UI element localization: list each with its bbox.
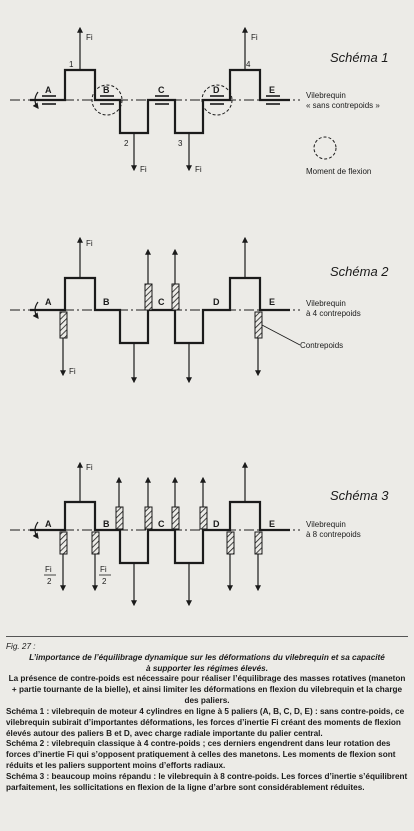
schema-2 — [10, 238, 389, 382]
svg-text:Fi: Fi — [45, 565, 52, 574]
bending-moment-legend-icon — [314, 137, 336, 159]
counterweight-label: Contrepoids — [300, 341, 344, 350]
crankshaft-schema1 — [30, 70, 290, 133]
force-label: Fi — [195, 165, 202, 174]
figure-title-line2: à supporter les régimes élevés. — [146, 663, 268, 673]
bearing-label-d: D — [213, 519, 220, 529]
schema-2-title: Schéma 2 — [330, 264, 389, 279]
schema-3-label-line1: Vilebrequin — [306, 520, 346, 529]
force-label: Fi — [86, 239, 93, 248]
figure-title-line1: L’importance de l’équilibrage dynamique sur les déformations du vilebrequin et sa capacité — [29, 652, 385, 662]
half-force-label-right — [99, 565, 111, 586]
force-label: Fi — [140, 165, 147, 174]
force-label: Fi — [86, 463, 93, 472]
figure-caption — [6, 642, 408, 794]
crankshaft-schema3 — [30, 502, 290, 563]
bearing-label-d: D — [213, 297, 220, 307]
schema-2-label-line2: à 4 contrepoids — [306, 309, 361, 318]
caption-divider — [6, 636, 408, 637]
force-label: Fi — [86, 33, 93, 42]
schema-3 — [10, 463, 389, 605]
bearing-label-b: B — [103, 297, 110, 307]
bearing-label-e: E — [269, 519, 276, 529]
schema-3-label-line2: à 8 contrepoids — [306, 530, 361, 539]
schema-2-label-line1: Vilebrequin — [306, 299, 346, 308]
crank-number-2: 2 — [124, 139, 129, 148]
crank-number-1: 1 — [69, 60, 74, 69]
crank-number-3: 3 — [178, 139, 183, 148]
svg-text:2: 2 — [102, 577, 107, 586]
crank-number-4: 4 — [246, 60, 251, 69]
caption-schema1: Schéma 1 : vilebrequin de moteur 4 cylindres en ligne à 5 paliers (A, B, C, D, E) : sans contre-poids, ce vilebrequin subirait d’importantes déformations, les forces d’inertie Fi créant des moments de flexion élevés autour des paliers B et D, avec charge radiale importante du palier central. — [6, 706, 405, 738]
caption-schema3: Schéma 3 : beaucoup moins répandu : le vilebrequin à 8 contre-poids. Les forces d’inertie s’équilibrent parfaitement, les sollicitations en flexion de la ligne d’arbre sont considérablement réduites. — [6, 771, 408, 792]
bearing-label-e: E — [269, 85, 276, 95]
svg-text:Fi: Fi — [100, 565, 107, 574]
bearing-label-c: C — [158, 85, 165, 95]
bearing-label-c: C — [158, 519, 165, 529]
bearing-label-b: B — [103, 85, 110, 95]
schema-1-label-line1: Vilebrequin — [306, 91, 346, 100]
schema-3-title: Schéma 3 — [330, 488, 389, 503]
force-label: Fi — [69, 367, 76, 376]
schema-1-label-line2: « sans contrepoids » — [306, 101, 380, 110]
figure-number: Fig. 27 : — [6, 642, 36, 651]
bearing-label-d: D — [213, 85, 220, 95]
schema-1-title: Schéma 1 — [330, 50, 389, 65]
bearing-label-a: A — [45, 85, 52, 95]
svg-text:2: 2 — [47, 577, 52, 586]
caption-intro: La présence de contre-poids est nécessaire pour réaliser l’équilibrage des masses rotatives (maneton + partie tournante de la bielle), et ainsi limiter les déformations en flexion du vilebrequin et la charge des paliers. — [8, 674, 406, 706]
bearing-label-a: A — [45, 297, 52, 307]
bearing-label-e: E — [269, 297, 276, 307]
schema-1 — [10, 28, 389, 176]
force-label: Fi — [251, 33, 258, 42]
bearing-label-a: A — [45, 519, 52, 529]
caption-schema2: Schéma 2 : vilebrequin classique à 4 contre-poids ; ces derniers engendrent dans leur rotation des forces d’inertie Fi qui s’opposent pratiquement à celles des manetons. Les moments de flexion sont réduits et les paliers supportent moins d’efforts radiaux. — [6, 739, 396, 771]
bearing-label-b: B — [103, 519, 110, 529]
moment-label: Moment de flexion — [306, 167, 372, 176]
half-force-label-left — [44, 565, 56, 586]
counterweight-leader — [262, 325, 300, 345]
bearing-label-c: C — [158, 297, 165, 307]
